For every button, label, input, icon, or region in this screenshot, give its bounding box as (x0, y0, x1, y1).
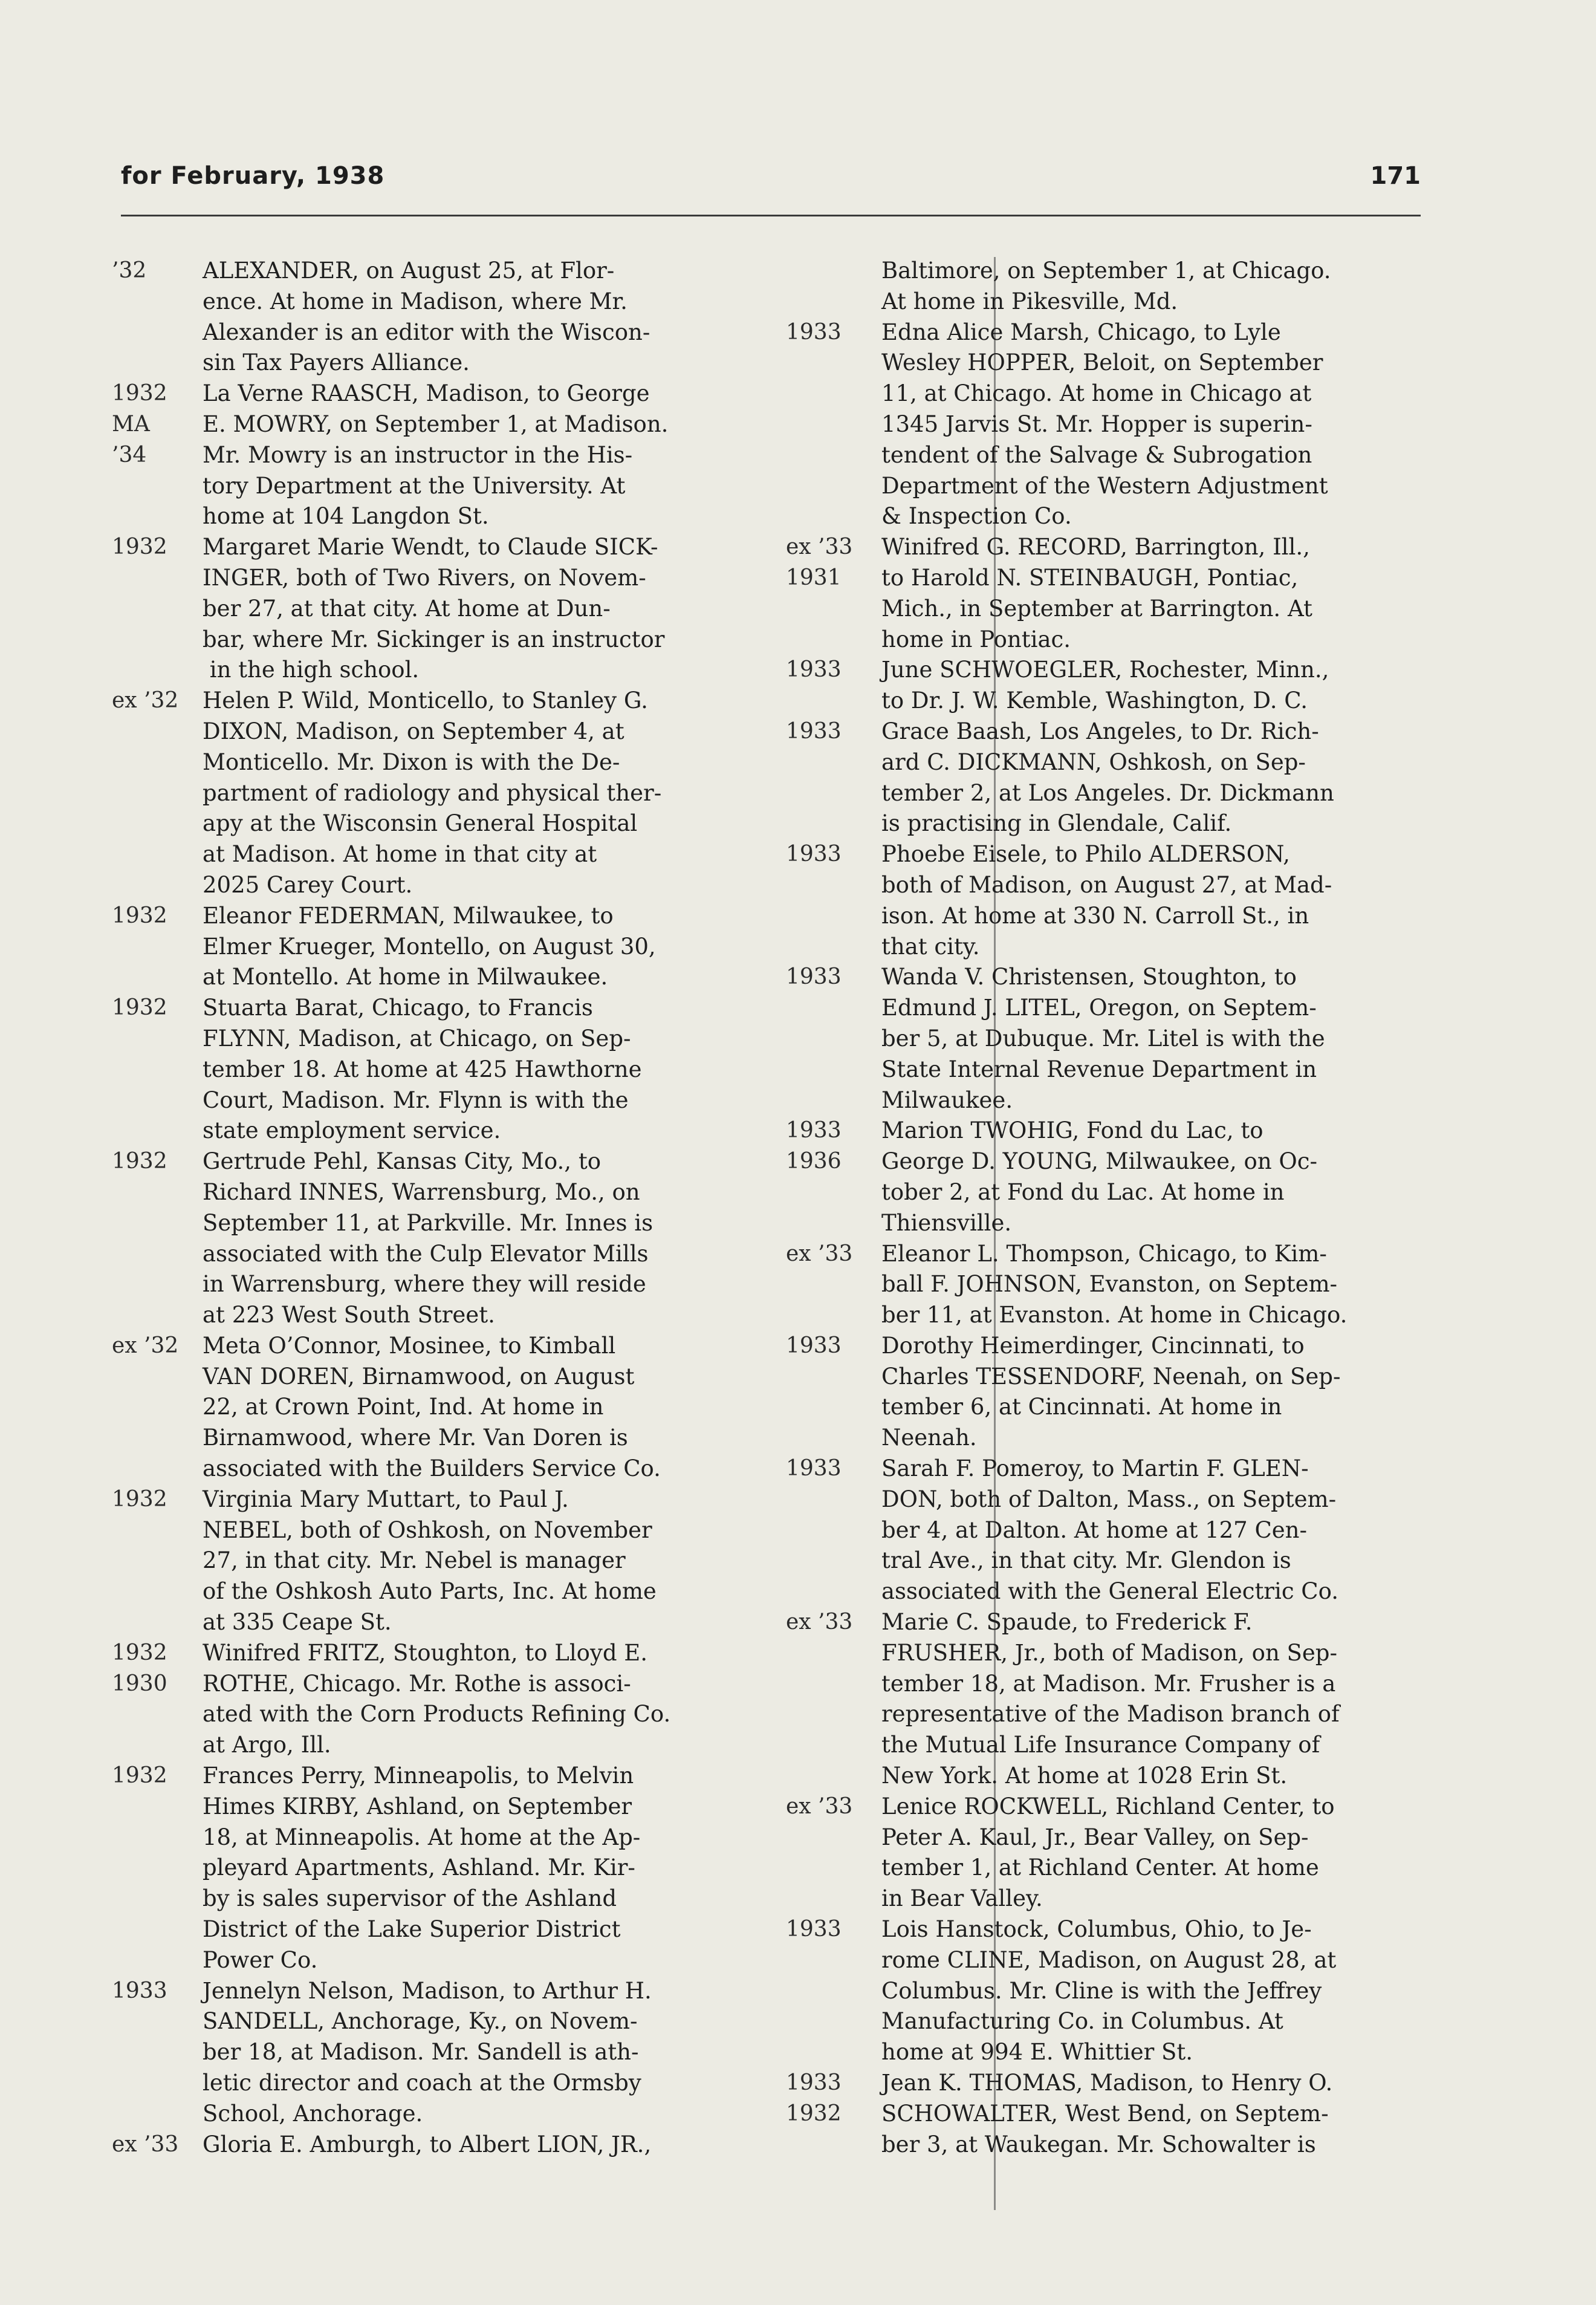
marriage-entry (112, 1976, 735, 2130)
marriage-entry (112, 686, 735, 901)
entry-text: Gertrude Pehl, Kansas City, Mo., to Richard INNES, Warrensburg, Mo., on September 11, at Parkville. Mr. Innes is associated with the Culp Elevator Mills in Warrensburg, where they will reside at 223 West South Street. (203, 1148, 654, 1328)
class-year: ex ’32 (112, 1333, 179, 1358)
page-number: 171 (1370, 162, 1421, 190)
class-year: 1933 (786, 1456, 842, 1481)
marriage-entry (786, 256, 1422, 317)
entry-text: Eleanor L. Thompson, Chicago, to Kim- ball F. JOHNSON, Evanston, on Septem- ber 11, at Evanston. At home in Chicago. (881, 1240, 1348, 1328)
class-year: ex ’33 (786, 1610, 853, 1635)
running-title: for February, 1938 (121, 162, 385, 190)
marriage-entry (112, 532, 735, 686)
marriage-entry (786, 317, 1422, 533)
entry-text: Frances Perry, Minneapolis, to Melvin Himes KIRBY, Ashland, on September 18, at Minneapolis. At home at the Ap- pleyard Apartments, Ashland. Mr. Kir- by is sales supervisor of the Ashland District of the Lake Superior District Power Co. (203, 1763, 641, 1973)
class-year: ex ’32 (112, 688, 179, 714)
marriage-entry (786, 1914, 1422, 2068)
marriage-entry (112, 1331, 735, 1484)
right-column (786, 256, 1422, 2160)
entry-text: Meta O’Connor, Mosinee, to Kimball VAN DOREN, Birnamwood, on August 22, at Crown Point, Ind. At home in Birnamwood, where Mr. Van Doren is associated with the Builders Service Co. (203, 1332, 661, 1482)
marriage-entry (112, 901, 735, 993)
class-year: ex ’33 (786, 1241, 853, 1266)
class-year: 1933 (112, 1978, 167, 2003)
class-year: ex ’33 (786, 1793, 853, 1819)
entry-text: ALEXANDER, on August 25, at Flor- ence. At home in Madison, where Mr. Alexander is an editor with the Wiscon- sin Tax Payers Alliance. (203, 258, 650, 376)
entry-text: La Verne RAASCH, Madison, to George E. MOWRY, on September 1, at Madison. Mr. Mowry is an instructor in the His- tory Department at the University. At home at 104 Langdon St. (203, 380, 669, 530)
marriage-entry (786, 655, 1422, 717)
marriage-entry (786, 532, 1422, 655)
class-year: 1932 (112, 1763, 167, 1789)
class-year: ’32 (112, 258, 147, 283)
left-column (112, 256, 735, 2160)
marriage-entry (786, 1116, 1422, 1238)
entry-text: Lois Hanstock, Columbus, Ohio, to Je- rome CLINE, Madison, on August 28, at Columbus. Mr. Cline is with the Jeffrey Manufacturing Co. in Columbus. At home at 994 E. Whittier St. (881, 1916, 1337, 2066)
class-year: 1932 (112, 1486, 167, 1512)
entry-text: Margaret Marie Wendt, to Claude SICK- INGER, both of Two Rivers, on Novem- ber 27, at that city. At home at Dun- bar, where Mr. Sickinger is an instructor in the high school. (203, 534, 665, 683)
entry-text: Lenice ROCKWELL, Richland Center, to Peter A. Kaul, Jr., Bear Valley, on Sep- tember 1, at Richland Center. At home in Bear Valley. (881, 1793, 1335, 1912)
entry-text: Winifred G. RECORD, Barrington, Ill., to Harold N. STEINBAUGH, Pontiac, Mich., in September at Barrington. At home in Pontiac. (881, 534, 1312, 652)
class-year: ex ’33 1931 (786, 535, 853, 590)
marriage-entry (786, 1331, 1422, 1454)
class-year: 1932 1930 (112, 1640, 167, 1696)
class-year: 1933 1936 (786, 1118, 842, 1174)
marriage-entry (112, 1146, 735, 1331)
marriage-entry (786, 1792, 1422, 1914)
class-year: 1933 (786, 842, 842, 867)
entry-text: June SCHWOEGLER, Rochester, Minn., to Dr. J. W. Kemble, Washington, D. C. (881, 657, 1329, 714)
marriage-entry (786, 717, 1422, 839)
marriage-entry (112, 379, 735, 532)
class-year: 1933 (786, 718, 842, 744)
entry-text: Gloria E. Amburgh, to Albert LION, JR., (203, 2131, 652, 2157)
page-header (121, 162, 1421, 204)
marriage-entry (786, 1454, 1422, 1607)
class-year: 1933 (786, 964, 842, 990)
entry-text: Baltimore, on September 1, at Chicago. At home in Pikesville, Md. (881, 258, 1331, 314)
marriage-entry (112, 1638, 735, 1761)
marriage-entry (786, 962, 1422, 1116)
entry-text: Stuarta Barat, Chicago, to Francis FLYNN, Madison, at Chicago, on Sep- tember 18. At home at 425 Hawthorne Court, Madison. Mr. Flynn is with the state employment service. (203, 995, 642, 1144)
entry-text: Phoebe Eisele, to Philo ALDERSON, both of Madison, on August 27, at Mad- ison. At home at 330 N. Carroll St., in that city. (881, 841, 1332, 960)
entry-text: Sarah F. Pomeroy, to Martin F. GLEN- DON, both of Dalton, Mass., on Septem- ber 4, at Dalton. At home at 127 Cen- tral Ave., in that city. Mr. Glendon is associated with the General Electric Co. (881, 1455, 1339, 1605)
class-year: 1933 (786, 1333, 842, 1358)
marriage-entry (112, 256, 735, 379)
class-year: 1932 (112, 903, 167, 928)
entry-text: Marie C. Spaude, to Frederick F. FRUSHER, Jr., both of Madison, on Sep- tember 18, at Madison. Mr. Frusher is a representative of the Madison branch of the Mutual Life Insurance Company of New York. At home at 1028 Erin St. (881, 1609, 1340, 1789)
entry-text: Wanda V. Christensen, Stoughton, to Edmund J. LITEL, Oregon, on Septem- ber 5, at Dubuque. Mr. Litel is with the State Internal Revenue Department in Milwaukee. (881, 964, 1325, 1113)
class-year: 1932 (112, 995, 167, 1021)
class-year: ex ’33 (112, 2131, 179, 2157)
entry-text: Jean K. THOMAS, Madison, to Henry O. SCHOWALTER, West Bend, on Septem- ber 3, at Waukegan. Mr. Schowalter is (881, 2070, 1333, 2157)
entry-text: Edna Alice Marsh, Chicago, to Lyle Wesley HOPPER, Beloit, on September 11, at Chicago. At home in Chicago at 1345 Jarvis St. Mr. Hopper is superin- tendent of the Salvage & Subrogation Department of the Western Adjustment & Inspection Co. (881, 319, 1328, 530)
entry-text: Grace Baash, Los Angeles, to Dr. Rich- ard C. DICKMANN, Oshkosh, on Sep- tember 2, at Los Angeles. Dr. Dickmann is practising in Glendale, Calif. (881, 718, 1334, 837)
entry-text: Marion TWOHIG, Fond du Lac, to George D. YOUNG, Milwaukee, on Oc- tober 2, at Fond du Lac. At home in Thiensville. (881, 1117, 1317, 1236)
entry-text: Virginia Mary Muttart, to Paul J. NEBEL, both of Oshkosh, on November 27, in that city. Mr. Nebel is manager of the Oshkosh Auto Parts, Inc. At home at 335 Ceape St. (203, 1486, 657, 1636)
class-year: 1933 (786, 1917, 842, 1942)
class-year: 1933 (786, 319, 842, 345)
marriage-entry (786, 1607, 1422, 1792)
class-year: 1933 1932 (786, 2070, 842, 2126)
entry-text: Eleanor FEDERMAN, Milwaukee, to Elmer Krueger, Montello, on August 30, at Montello. At home in Milwaukee. (203, 902, 656, 990)
class-year: 1933 (786, 657, 842, 683)
class-year: 1932 (112, 535, 167, 560)
marriage-entry (786, 2068, 1422, 2160)
marriage-entry (112, 993, 735, 1146)
class-year: 1932 MA ’34 (112, 381, 167, 467)
marriage-entry (112, 1484, 735, 1638)
marriage-entry (112, 2130, 735, 2160)
entry-text: Dorothy Heimerdinger, Cincinnati, to Charles TESSENDORF, Neenah, on Sep- tember 6, at Cincinnati. At home in Neenah. (881, 1332, 1341, 1451)
marriage-entry (786, 1239, 1422, 1331)
class-year: 1932 (112, 1149, 167, 1174)
entry-text: Helen P. Wild, Monticello, to Stanley G. DIXON, Madison, on September 4, at Monticello. Mr. Dixon is with the De- partment of radiology and physical ther- apy at the Wisconsin General Hospital at Madison. At home in that city at 2025 Carey Court. (203, 688, 662, 898)
entry-text: Jennelyn Nelson, Madison, to Arthur H. SANDELL, Anchorage, Ky., on Novem- ber 18, at Madison. Mr. Sandell is ath- letic director and coach at the Ormsby School, Anchorage. (203, 1977, 652, 2127)
marriage-entry (786, 839, 1422, 962)
header-rule (121, 215, 1421, 216)
marriage-entry (112, 1761, 735, 1976)
entry-text: Winifred FRITZ, Stoughton, to Lloyd E. ROTHE, Chicago. Mr. Rothe is associ- ated with the Corn Products Refining Co. at Argo, Ill. (203, 1639, 671, 1758)
